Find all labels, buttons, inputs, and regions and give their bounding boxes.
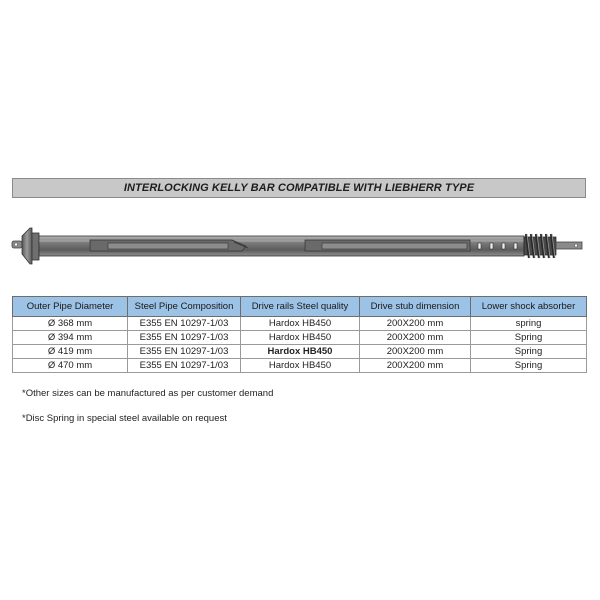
cell-diameter: Ø 394 mm (13, 331, 128, 345)
cell-stub-dimension: 200X200 mm (360, 345, 471, 359)
cell-stub-dimension: 200X200 mm (360, 331, 471, 345)
cell-shock-absorber: spring (471, 317, 587, 331)
drive-rail-left (90, 240, 248, 251)
drive-rail-right (305, 240, 470, 251)
cell-composition: E355 EN 10297-1/03 (128, 359, 241, 373)
cell-shock-absorber: Spring (471, 331, 587, 345)
cell-composition: E355 EN 10297-1/03 (128, 331, 241, 345)
top-flange (22, 228, 39, 264)
table-row (13, 345, 587, 359)
cell-shock-absorber: Spring (471, 359, 587, 373)
table-row (13, 359, 587, 373)
cell-stub-dimension: 200X200 mm (360, 317, 471, 331)
page-title: INTERLOCKING KELLY BAR COMPATIBLE WITH LIEBHERR TYPE (12, 178, 586, 198)
table-row (13, 317, 587, 331)
table-row (13, 331, 587, 345)
note-other-sizes: *Other sizes can be manufactured as per customer demand (22, 388, 274, 399)
cell-rail-quality: Hardox HB450 (241, 345, 360, 359)
cell-composition: E355 EN 10297-1/03 (128, 317, 241, 331)
header-lower-shock-absorber: Lower shock absorber (471, 297, 587, 317)
cell-diameter: Ø 419 mm (13, 345, 128, 359)
bottom-drive-stub (556, 242, 582, 249)
cell-rail-quality: Hardox HB450 (241, 331, 360, 345)
header-steel-pipe-composition: Steel Pipe Composition (128, 297, 241, 317)
header-outer-pipe-diameter: Outer Pipe Diameter (13, 297, 128, 317)
cell-rail-quality: Hardox HB450 (241, 317, 360, 331)
cell-shock-absorber: Spring (471, 345, 587, 359)
cell-diameter: Ø 368 mm (13, 317, 128, 331)
header-drive-rails-steel-quality: Drive rails Steel quality (241, 297, 360, 317)
table-header-row (13, 297, 587, 317)
cell-rail-quality: Hardox HB450 (241, 359, 360, 373)
kelly-bar-illustration (10, 222, 590, 272)
note-disc-spring: *Disc Spring in special steel available on request (22, 413, 227, 424)
cell-composition: E355 EN 10297-1/03 (128, 345, 241, 359)
cell-diameter: Ø 470 mm (13, 359, 128, 373)
cell-stub-dimension: 200X200 mm (360, 359, 471, 373)
shock-absorber-spring (524, 234, 556, 258)
top-connector-eye (12, 241, 22, 248)
specification-table (12, 296, 587, 373)
header-drive-stub-dimension: Drive stub dimension (360, 297, 471, 317)
